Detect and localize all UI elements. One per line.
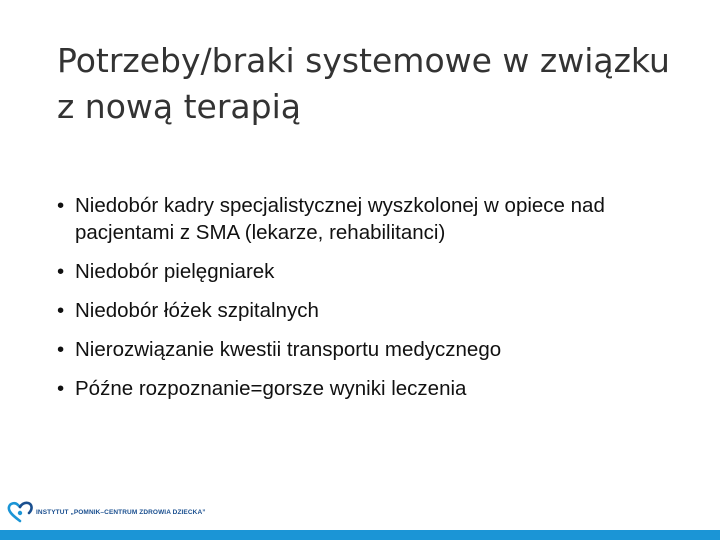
bullet-item: • Niedobór kadry specjalistycznej wyszkolonej w opiece nad pacjentami z SMA (lekarze, rehabilitanci) — [57, 192, 677, 246]
bullet-item: • Niedobór łóżek szpitalnych — [57, 297, 677, 324]
slide-title: Potrzeby/braki systemowe w związku z nową terapią — [57, 41, 670, 126]
bullet-list — [57, 192, 677, 414]
bullet-item: • Niedobór pielęgniarek — [57, 258, 677, 285]
bullet-item: • Nierozwiązanie kwestii transportu medycznego — [57, 336, 677, 363]
bullet-item: • Późne rozpoznanie=gorsze wyniki leczenia — [57, 375, 677, 402]
institute-logo — [6, 500, 206, 524]
heart-logo-icon — [6, 500, 34, 524]
institute-name: INSTYTUT „POMNIK–CENTRUM ZDROWIA DZIECKA” — [36, 508, 206, 516]
footer-bar — [0, 530, 720, 540]
